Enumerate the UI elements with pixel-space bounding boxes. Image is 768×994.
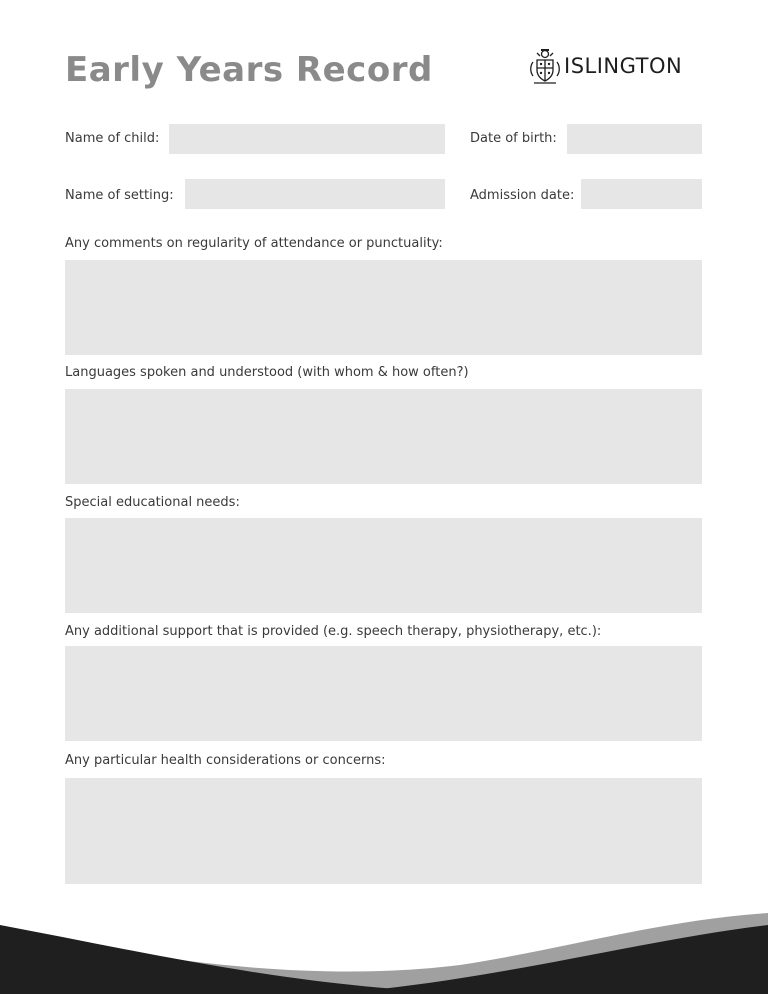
additional-support-label: Any additional support that is provided (e.g. speech therapy, physiotherapy, etc.): [65,624,602,639]
date-of-birth-field[interactable] [567,124,702,154]
coat-of-arms-icon [528,46,562,86]
attendance-textarea[interactable] [65,260,702,355]
attendance-label: Any comments on regularity of attendance or punctuality: [65,236,443,251]
name-of-setting-label: Name of setting: [65,188,174,203]
date-of-birth-label: Date of birth: [470,131,557,146]
logo-text: ISLINGTON [564,54,683,78]
special-educational-needs-textarea[interactable] [65,518,702,613]
additional-support-textarea[interactable] [65,646,702,741]
footer-wave [0,895,768,994]
languages-textarea[interactable] [65,389,702,484]
admission-date-label: Admission date: [470,188,575,203]
islington-logo [528,45,682,87]
languages-label: Languages spoken and understood (with whom & how often?) [65,365,469,380]
name-of-child-field[interactable] [169,124,445,154]
page-title: Early Years Record [65,50,433,90]
special-educational-needs-label: Special educational needs: [65,495,240,510]
health-considerations-textarea[interactable] [65,778,702,884]
name-of-setting-field[interactable] [185,179,445,209]
admission-date-field[interactable] [581,179,702,209]
name-of-child-label: Name of child: [65,131,160,146]
health-considerations-label: Any particular health considerations or concerns: [65,753,386,768]
